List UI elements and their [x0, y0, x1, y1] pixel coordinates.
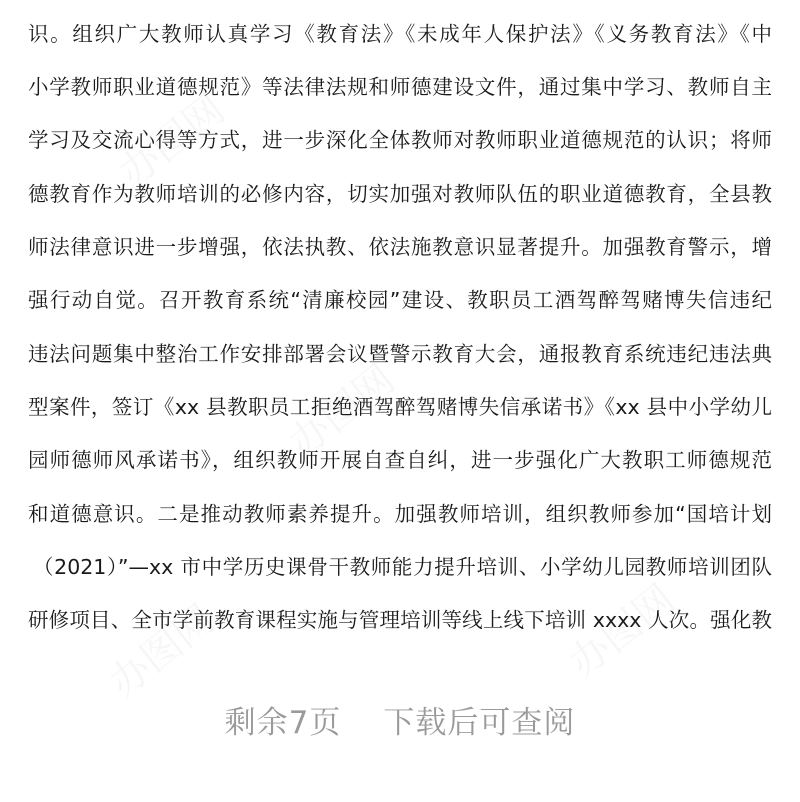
text-line-8: 型案件，签订《xx 县教职员工拒绝酒驾醉驾赌博失信承诺书》《xx 县中小学幼儿	[28, 395, 772, 419]
text-line-10: 和道德意识。二是推动教师素养提升。加强教师培训，组织教师参加“国培计划	[28, 502, 772, 526]
text-line-11: （2021）”—xx 市中学历史课骨干教师能力提升培训、小学幼儿园教师培训团队	[33, 555, 772, 579]
text-line-2: 小学教师职业道德规范》等法律法规和师德建设文件，通过集中学习、教师自主	[28, 75, 772, 99]
remaining-pages-text: 剩余7页	[224, 705, 342, 741]
text-line-9: 园师德师风承诺书》，组织教师开展自查自纠，进一步强化广大教职工师德规范	[28, 448, 772, 472]
text-line-6: 强行动自觉。召开教育系统“清廉校园”建设、教职员工酒驾醉驾赌博失信违纪	[28, 288, 772, 312]
download-hint-text: 下载后可查阅	[383, 705, 576, 741]
text-line-3: 学习及交流心得等方式，进一步深化全体教师对教师职业道德规范的认识；将师	[28, 128, 772, 152]
text-line-1: 识。组织广大教师认真学习《教育法》《未成年人保护法》《义务教育法》《中	[28, 22, 772, 46]
text-line-4: 德教育作为教师培训的必修内容，切实加强对教师队伍的职业道德教育，全县教	[28, 182, 772, 206]
text-line-12: 研修项目、全市学前教育课程实施与管理培训等线上线下培训 xxxx 人次。强化教	[28, 608, 772, 632]
text-line-7: 违法问题集中整治工作安排部署会议暨警示教育大会，通报教育系统违纪违法典	[28, 342, 772, 366]
text-line-5: 师法律意识进一步增强，依法执教、依法施教意识显著提升。加强教育警示，增	[28, 235, 772, 259]
download-more-prompt[interactable]	[0, 700, 800, 746]
